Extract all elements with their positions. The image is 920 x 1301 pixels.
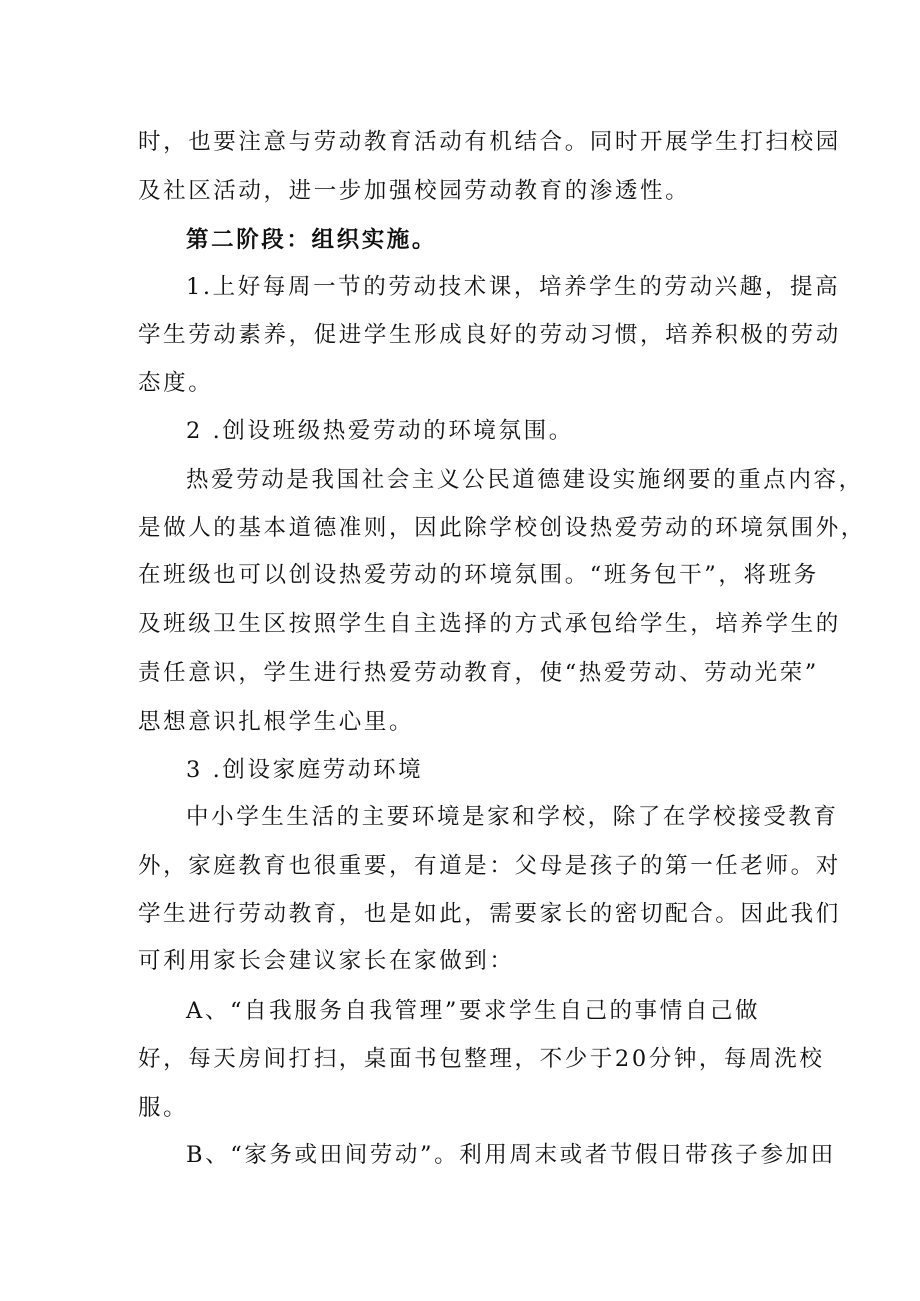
paragraph-line: 及班级卫生区按照学生自主选择的方式承包给学生，培养学生的 xyxy=(138,611,841,637)
paragraph-line: 在班级也可以创设热爱劳动的环境氛围。“班务包干”，将班务 xyxy=(138,562,819,588)
section-heading: 第二阶段：组织实施。 xyxy=(186,227,438,253)
paragraph-line: 思想意识扎根学生心里。 xyxy=(138,709,415,735)
list-heading: 3 .创设家庭劳动环境 xyxy=(186,757,424,783)
paragraph-line: 可利用家长会建议家长在家做到： xyxy=(138,948,515,974)
paragraph-line: 好，每天房间打扫，桌面书包整理，不少于20分钟，每周洗校 xyxy=(138,1046,825,1072)
paragraph-line: A、“自我服务自我管理”要求学生自己的事情自己做 xyxy=(186,998,761,1024)
paragraph-line: 服。 xyxy=(138,1095,189,1121)
paragraph-line: 责任意识，学生进行热爱劳动教育，使“热爱劳动、劳动光荣” xyxy=(138,660,819,686)
paragraph-line: 学生劳动素养，促进学生形成良好的劳动习惯，培养积极的劳动 xyxy=(138,322,841,348)
paragraph-line: 中小学生生活的主要环境是家和学校，除了在学校接受教育 xyxy=(186,804,839,830)
paragraph-line: B、“家务或田间劳动”。利用周末或者节假日带孩子参加田 xyxy=(186,1142,836,1168)
paragraph-line: 是做人的基本道德准则，因此除学校创设热爱劳动的环境氛围外， xyxy=(138,515,866,541)
paragraph-line: 学生进行劳动教育，也是如此，需要家长的密切配合。因此我们 xyxy=(138,901,841,927)
paragraph-line: 热爱劳动是我国社会主义公民道德建设实施纲要的重点内容， xyxy=(186,467,864,493)
paragraph-line: 态度。 xyxy=(138,370,214,396)
list-heading: 2 .创设班级热爱劳动的环境氛围。 xyxy=(186,418,574,444)
paragraph-line: 1.上好每周一节的劳动技术课，培养学生的劳动兴趣，提高 xyxy=(186,274,841,300)
paragraph-line: 外，家庭教育也很重要，有道是：父母是孩子的第一任老师。对 xyxy=(138,853,841,879)
paragraph-line: 及社区活动，进一步加强校园劳动教育的渗透性。 xyxy=(138,178,691,204)
paragraph-line: 时，也要注意与劳动教育活动有机结合。同时开展学生打扫校园 xyxy=(138,129,841,155)
